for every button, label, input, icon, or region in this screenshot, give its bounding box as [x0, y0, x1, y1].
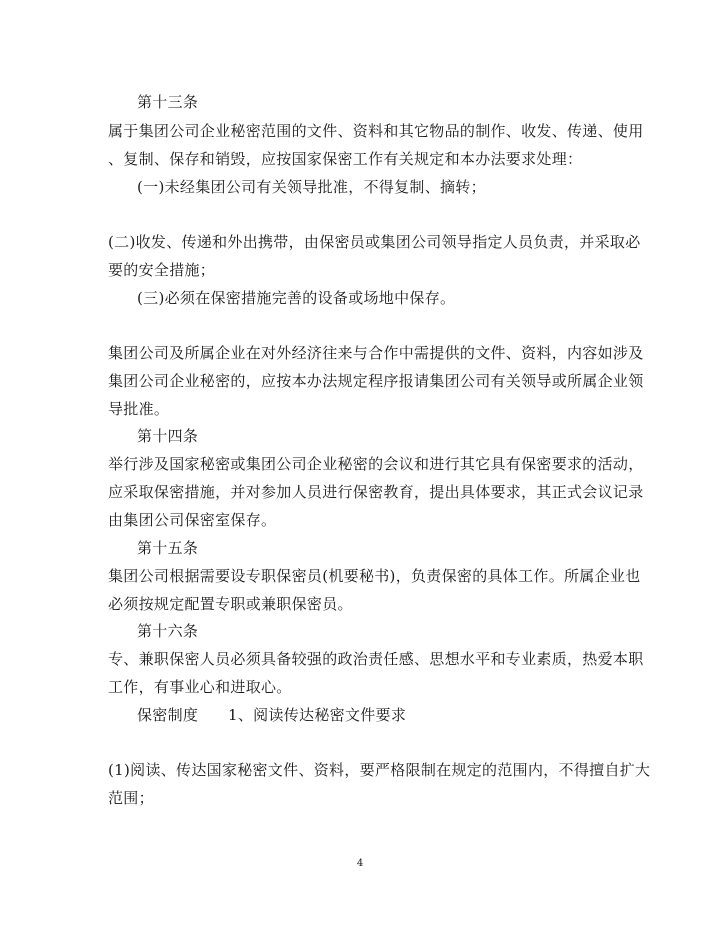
rule-1-line: (1)阅读、传达国家秘密文件、资料，要严格限制在规定的范围内，不得擅自扩大 [108, 761, 651, 779]
article-13-item-2-line: 要的安全措施； [108, 261, 216, 279]
article-13-paragraph-line: 集团公司及所属企业在对外经济往来与合作中需提供的文件、资料，内容如涉及 [108, 344, 644, 362]
article-13-line: 属于集团公司企业秘密范围的文件、资料和其它物品的制作、收发、传递、使用 [108, 122, 644, 140]
article-14-line: 应采取保密措施，并对参加人员进行保密教育，提出具体要求，其正式会议记录 [108, 483, 644, 501]
section-label: 保密制度 [137, 706, 199, 724]
article-13-line: 、复制、保存和销毁，应按国家保密工作有关规定和本办法要求处理： [108, 150, 583, 168]
article-13-item-1: (一)未经集团公司有关领导批准，不得复制、摘转； [137, 178, 486, 196]
article-15-line: 集团公司根据需要设专职保密员(机要秘书)，负责保密的具体工作。所属企业也 [108, 567, 641, 585]
section-title: 1、阅读传达秘密文件要求 [228, 706, 407, 724]
article-14-line: 由集团公司保密室保存。 [108, 511, 277, 529]
article-16-line: 专、兼职保密人员必须具备较强的政治责任感、思想水平和专业素质，热爱本职 [108, 650, 644, 668]
article-16-heading: 第十六条 [137, 622, 199, 640]
article-13-item-3: (三)必须在保密措施完善的设备或场地中保存。 [137, 289, 456, 307]
article-15-line: 必须按规定配置专职或兼职保密员。 [108, 595, 353, 613]
article-13-paragraph-line: 导批准。 [108, 400, 170, 418]
article-14-line: 举行涉及国家秘密或集团公司企业秘密的会议和进行其它具有保密要求的活动， [108, 455, 644, 473]
article-13-item-2-line: (二)收发、传递和外出携带，由保密员或集团公司领导指定人员负责，并采取必 [108, 233, 641, 251]
rule-1-line: 范围； [108, 789, 154, 807]
article-15-heading: 第十五条 [137, 539, 199, 557]
article-16-line: 工作，有事业心和进取心。 [108, 678, 292, 696]
article-13-heading: 第十三条 [137, 93, 199, 111]
page-number: 4 [356, 858, 364, 869]
article-13-paragraph-line: 集团公司企业秘密的，应按本办法规定程序报请集团公司有关领导或所属企业领 [108, 372, 644, 390]
article-14-heading: 第十四条 [137, 427, 199, 445]
